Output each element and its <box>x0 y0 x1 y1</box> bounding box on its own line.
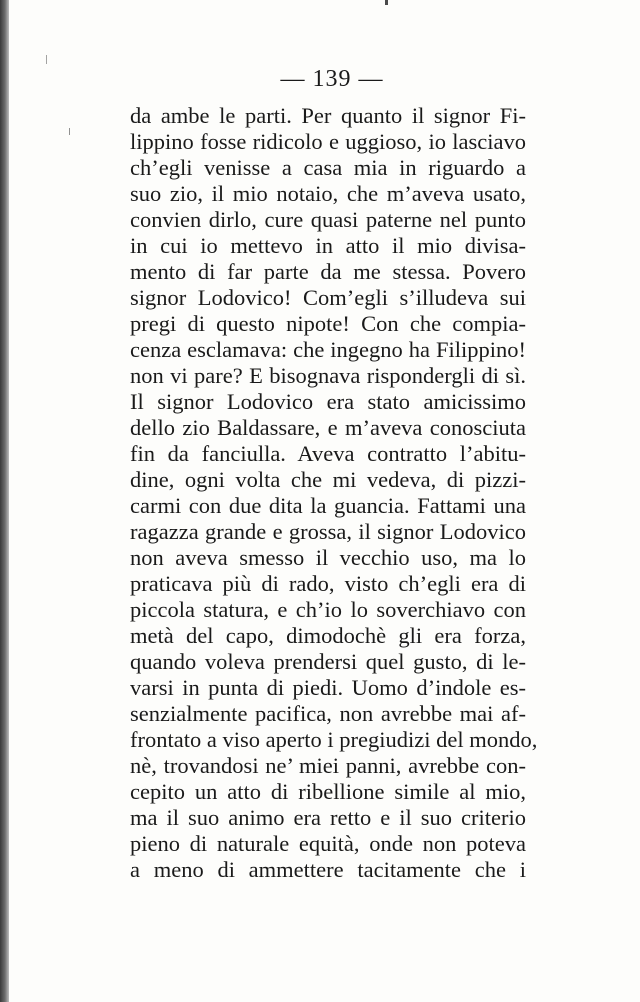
text-line: nè, trovandosi ne’ miei panni, avrebbe con- <box>130 753 526 778</box>
text-line: lippino fosse ridicolo e uggioso, io lasciavo <box>130 129 526 154</box>
text-line: ch’egli venisse a casa mia in riguardo a <box>130 155 526 180</box>
binding-edge <box>0 0 9 1002</box>
text-line: non vi pare? E bisognava rispondergli di sì. <box>130 363 526 388</box>
text-line: non aveva smesso il vecchio uso, ma lo <box>130 545 526 570</box>
text-line: metà del capo, dimodochè gli era forza, <box>130 623 526 648</box>
text-line: ragazza grande e grossa, il signor Lodovico <box>130 519 526 544</box>
text-line: varsi in punta di piedi. Uomo d’indole es- <box>130 675 526 700</box>
text-line: pieno di naturale equità, onde non poteva <box>130 831 526 856</box>
text-line: praticava più di rado, visto ch’egli era di <box>130 571 526 596</box>
text-line: Il signor Lodovico era stato amicissimo <box>130 389 526 414</box>
text-line: frontato a viso aperto i pregiudizi del mondo, <box>130 727 538 752</box>
text-line: signor Lodovico! Com’egli s’illudeva sui <box>130 285 526 310</box>
text-line: a meno di ammettere tacitamente che i <box>130 857 526 882</box>
text-line: in cui io mettevo in atto il mio divisa- <box>130 233 526 258</box>
text-line: pregi di questo nipote! Con che compia- <box>130 311 526 336</box>
print-speck <box>385 0 388 5</box>
text-line: suo zio, il mio notaio, che m’aveva usato, <box>130 181 526 206</box>
text-line: mento di far parte da me stessa. Povero <box>130 259 526 284</box>
text-line: quando voleva prendersi quel gusto, di le- <box>130 649 526 674</box>
text-line: cepito un atto di ribellione simile al mio, <box>130 779 526 804</box>
print-speck <box>46 55 47 64</box>
text-line: ma il suo animo era retto e il suo criterio <box>130 805 526 830</box>
body-text <box>130 103 538 883</box>
text-line: carmi con due dita la guancia. Fattami una <box>130 493 526 518</box>
text-line: piccola statura, e ch’io lo soverchiavo con <box>130 597 526 622</box>
text-line: fin da fanciulla. Aveva contratto l’abitu- <box>130 441 526 466</box>
text-line: cenza esclamava: che ingegno ha Filippino! <box>130 337 526 362</box>
text-line: senzialmente pacifica, non avrebbe mai af- <box>130 701 526 726</box>
text-line: dello zio Baldassare, e m’aveva conosciuta <box>130 415 526 440</box>
text-line: convien dirlo, cure quasi paterne nel punto <box>130 207 526 232</box>
print-speck <box>69 128 70 135</box>
text-line: da ambe le parti. Per quanto il signor Fi- <box>130 103 526 128</box>
page-number: — 139 — <box>280 66 384 92</box>
text-line: dine, ogni volta che mi vedeva, di pizzi- <box>130 467 526 492</box>
